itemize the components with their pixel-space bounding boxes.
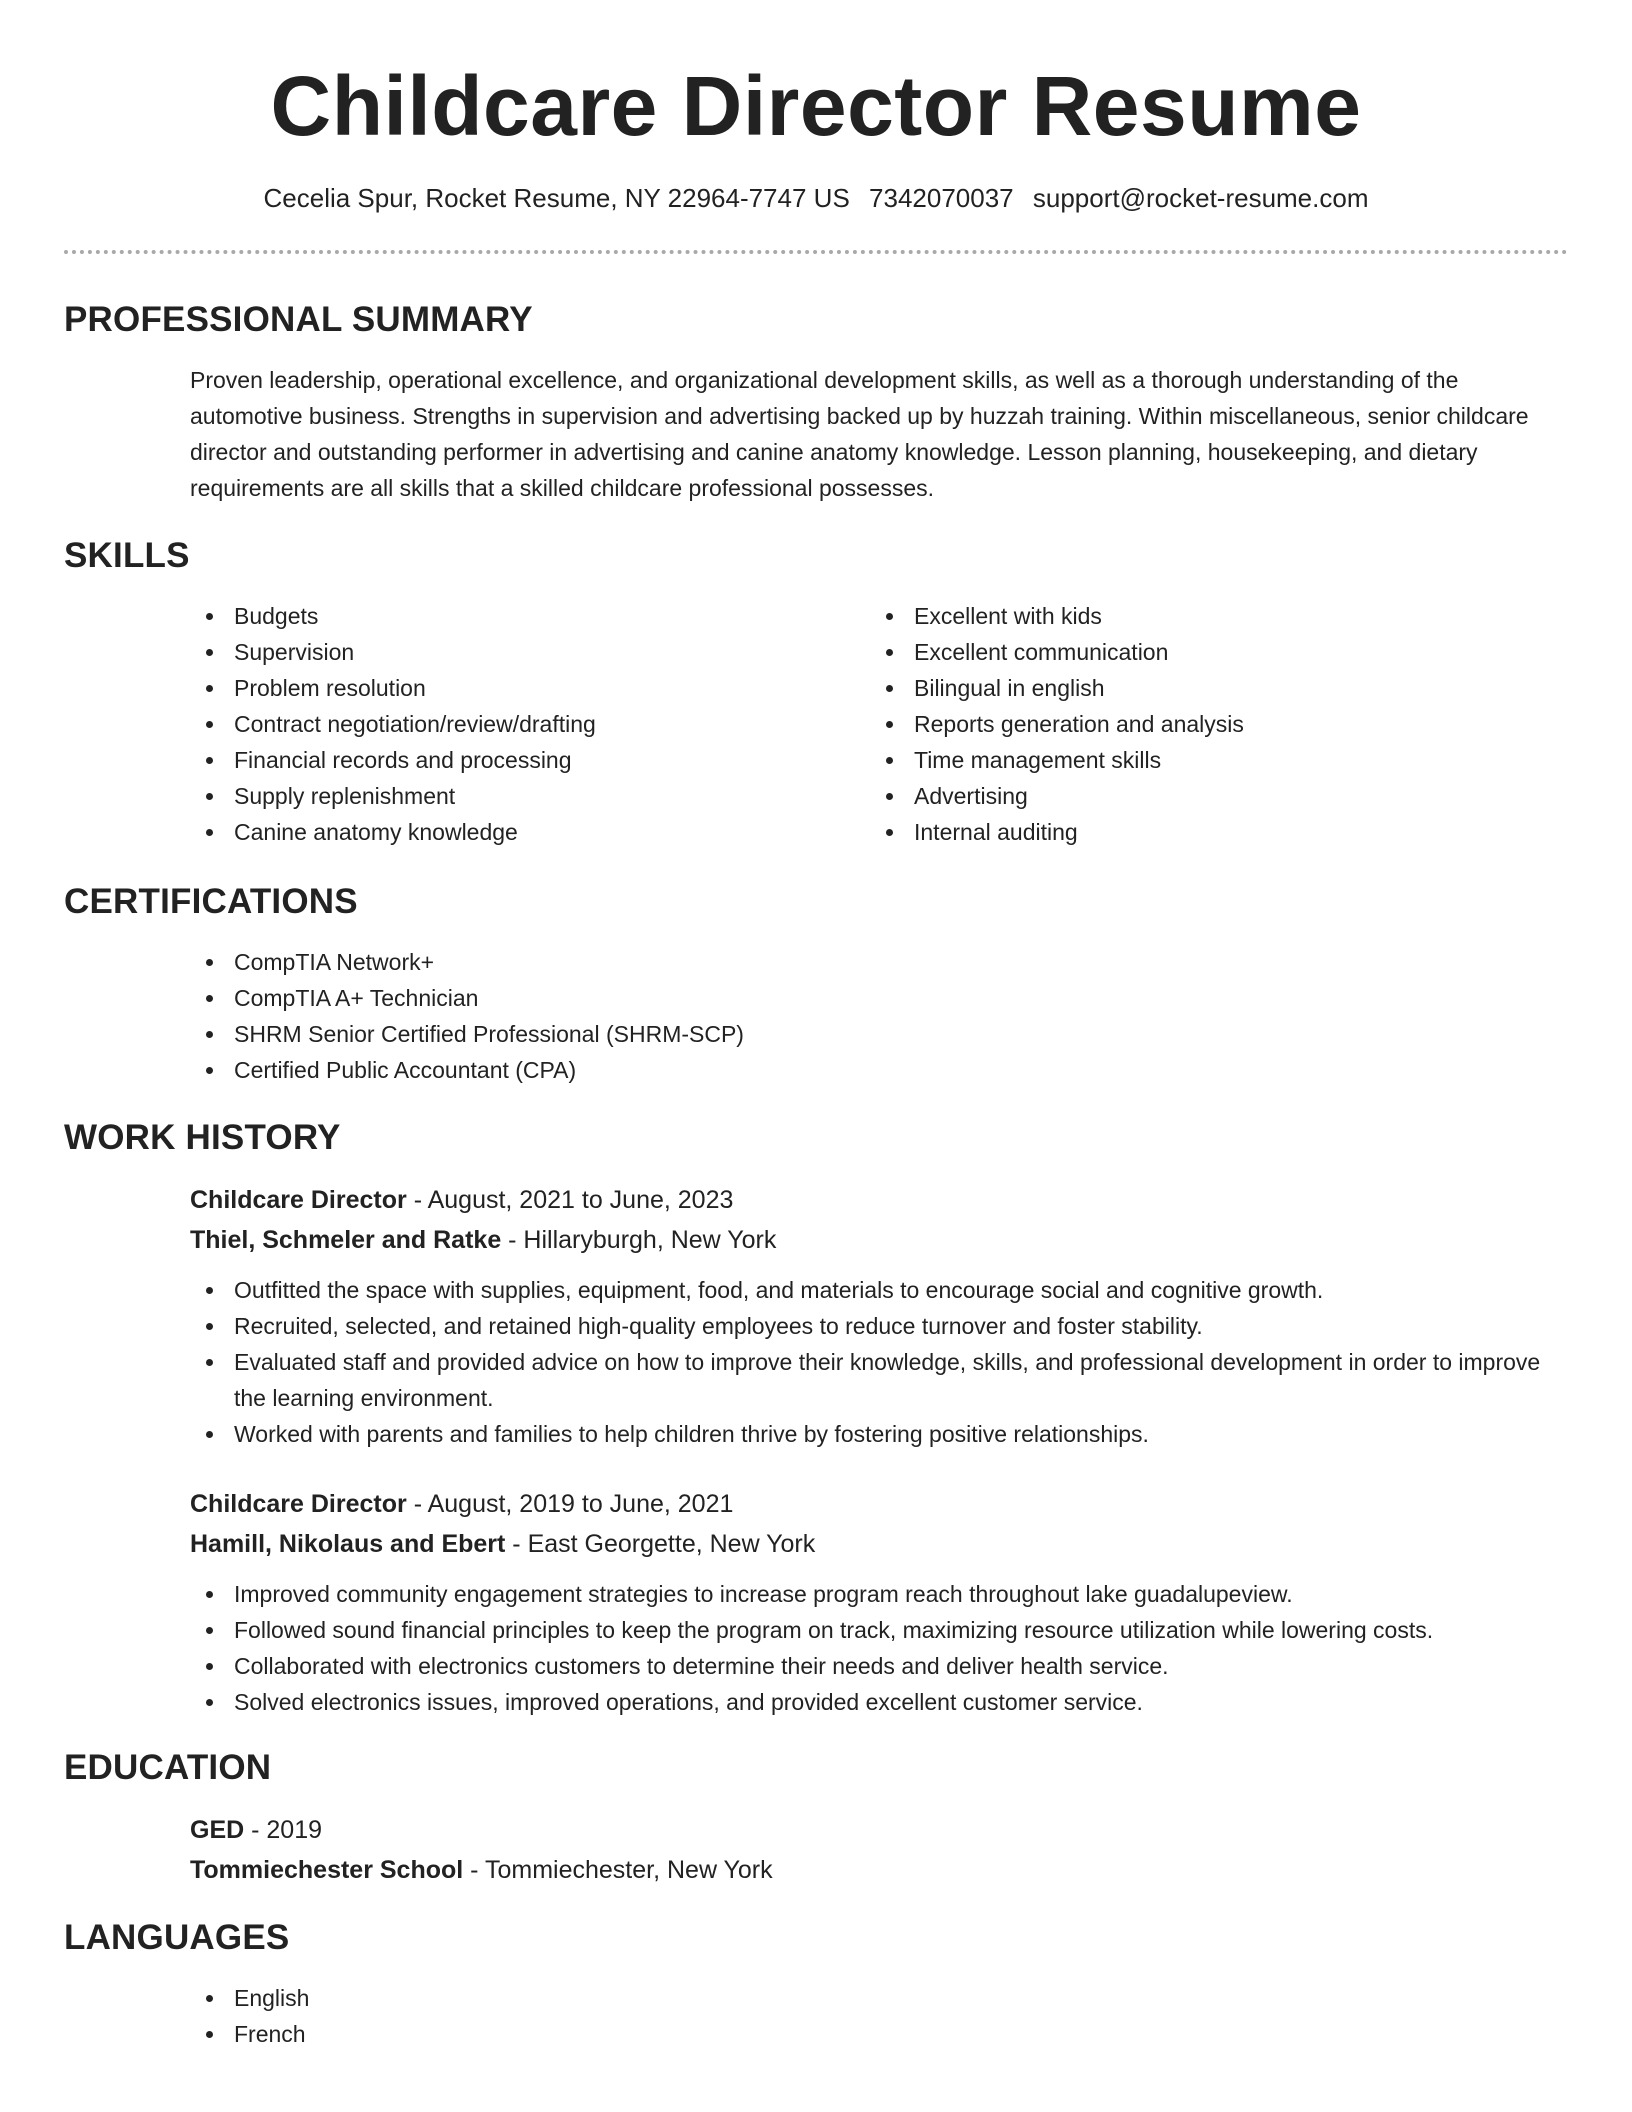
job-bullet: Recruited, selected, and retained high-quality employees to reduce turnover and foster stability. (190, 1308, 1568, 1344)
job-company: Thiel, Schmeler and Ratke (190, 1226, 502, 1254)
job-dates: - August, 2019 to June, 2021 (406, 1490, 734, 1518)
education-entry (190, 1810, 1568, 1890)
skill-item: Internal auditing (870, 814, 1510, 850)
certifications-list (190, 944, 1568, 1088)
education-degree-line (190, 1810, 1568, 1850)
education-heading: EDUCATION (64, 1748, 272, 1787)
job-bullet: Followed sound financial principles to keep the program on track, maximizing resource utilization while lowering costs. (190, 1612, 1568, 1648)
resume-title: Childcare Director Resume (270, 59, 1362, 153)
contact-phone: 7342070037 (869, 183, 1014, 213)
certification-item: Certified Public Accountant (CPA) (190, 1052, 1568, 1088)
job-bullet: Collaborated with electronics customers to determine their needs and deliver health service. (190, 1648, 1568, 1684)
skills-left-column (190, 598, 830, 850)
job-entry (190, 1484, 1568, 1720)
job-dates: - August, 2021 to June, 2023 (406, 1186, 734, 1214)
job-location: - East Georgette, New York (505, 1530, 816, 1558)
skill-item: Excellent with kids (870, 598, 1510, 634)
language-item: English (190, 1980, 1568, 2016)
education-location: - Tommiechester, New York (463, 1856, 773, 1884)
contact-address: Cecelia Spur, Rocket Resume, NY 22964-7747 US (263, 183, 850, 213)
header-divider (64, 250, 1568, 254)
job-bullet: Solved electronics issues, improved operations, and provided excellent customer service. (190, 1684, 1568, 1720)
job-entry (190, 1180, 1568, 1452)
job-bullet: Worked with parents and families to help children thrive by fostering positive relationships. (190, 1416, 1568, 1452)
skill-item: Supervision (190, 634, 830, 670)
education-school-line (190, 1850, 1568, 1890)
skill-item: Contract negotiation/review/drafting (190, 706, 830, 742)
certification-item: CompTIA A+ Technician (190, 980, 1568, 1016)
job-location: - Hillaryburgh, New York (501, 1226, 777, 1254)
work-history-heading: WORK HISTORY (64, 1118, 341, 1157)
skill-item: Time management skills (870, 742, 1510, 778)
job-company: Hamill, Nikolaus and Ebert (190, 1530, 506, 1558)
job-bullet: Evaluated staff and provided advice on how to improve their knowledge, skills, and professional development in order to improve the learning environment. (190, 1344, 1568, 1416)
skill-item: Problem resolution (190, 670, 830, 706)
summary-heading: PROFESSIONAL SUMMARY (64, 300, 533, 339)
job-title: Childcare Director (190, 1490, 407, 1518)
skill-item: Supply replenishment (190, 778, 830, 814)
education-school: Tommiechester School (190, 1856, 464, 1884)
certification-item: CompTIA Network+ (190, 944, 1568, 980)
job-company-line (190, 1524, 1568, 1564)
contact-email: support@rocket-resume.com (1032, 183, 1369, 213)
job-title: Childcare Director (190, 1186, 407, 1214)
job-title-line (190, 1180, 1568, 1220)
certifications-heading: CERTIFICATIONS (64, 882, 358, 921)
job-bullet: Improved community engagement strategies to increase program reach throughout lake guadalupeview. (190, 1576, 1568, 1612)
contact-line (64, 180, 1568, 216)
languages-heading: LANGUAGES (64, 1918, 290, 1957)
certification-item: SHRM Senior Certified Professional (SHRM-SCP) (190, 1016, 1568, 1052)
skills-heading: SKILLS (64, 536, 190, 575)
skill-item: Canine anatomy knowledge (190, 814, 830, 850)
skill-item: Advertising (870, 778, 1510, 814)
education-degree: GED (190, 1816, 245, 1844)
languages-list (190, 1980, 1568, 2052)
skill-item: Excellent communication (870, 634, 1510, 670)
language-item: French (190, 2016, 1568, 2052)
job-bullet: Outfitted the space with supplies, equipment, food, and materials to encourage social and cognitive growth. (190, 1272, 1568, 1308)
skill-item: Reports generation and analysis (870, 706, 1510, 742)
skill-item: Bilingual in english (870, 670, 1510, 706)
education-year: - 2019 (244, 1816, 323, 1844)
job-company-line (190, 1220, 1568, 1260)
skill-item: Financial records and processing (190, 742, 830, 778)
skill-item: Budgets (190, 598, 830, 634)
skills-right-column (870, 598, 1510, 850)
job-title-line (190, 1484, 1568, 1524)
summary-text: Proven leadership, operational excellence, and organizational development skills, as well as a thorough understanding of the automotive business. Strengths in supervision and advertising backed up by huzzah training. Within miscellaneous, senior childcare director and outstanding performer in advertising and canine anatomy knowledge. Lesson planning, housekeeping, and dietary requirements are all skills that a skilled childcare professional possesses. (190, 367, 1529, 501)
